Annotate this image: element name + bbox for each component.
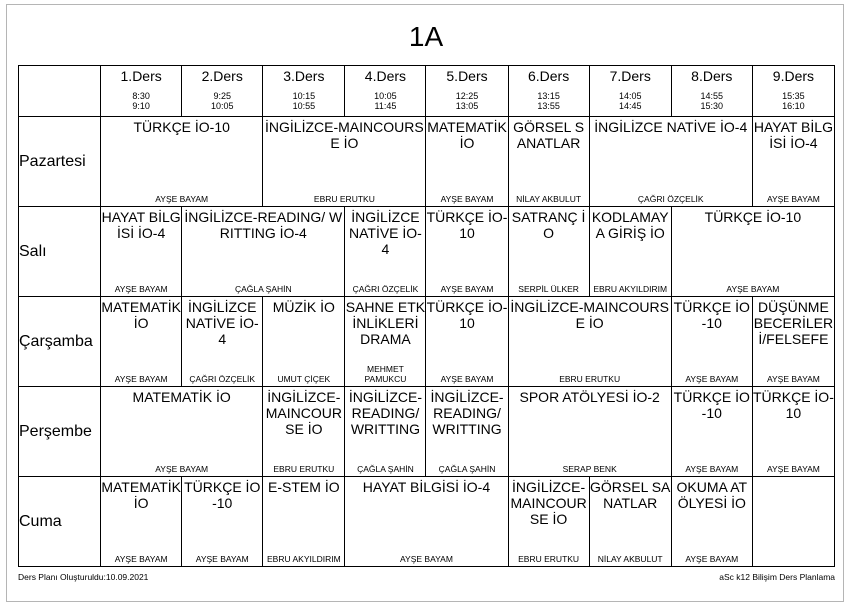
lesson-cell[interactable] (671, 387, 752, 477)
lesson-teacher: AYŞE BAYAM (766, 464, 820, 474)
lesson-cell[interactable] (752, 477, 834, 567)
lesson-subject: GÖRSEL SANATLAR (513, 119, 585, 151)
lesson-subject: İNGİLİZCE-READING/ WRITTING (430, 389, 504, 437)
lesson-subject: OKUMA ATÖLYESİ İO (676, 479, 748, 511)
lesson-subject: İNGİLİZCE NATİVE İO-4 (594, 119, 748, 135)
lesson-subject: DÜŞÜNME BECERİLERİ/FELSEFE (753, 299, 834, 347)
lesson-cell[interactable] (182, 207, 345, 297)
lesson-subject: İNGİLİZCE-MAINCOURSE İO (265, 119, 424, 151)
lesson-teacher: AYŞE BAYAM (685, 464, 739, 474)
lesson-teacher: ÇAĞRI ÖZÇELİK (189, 374, 256, 384)
lesson-subject: İNGİLİZCE-READING/ WRITTING (348, 389, 422, 437)
lesson-cell[interactable] (426, 207, 508, 297)
lesson-teacher: EBRU ERUTKU (273, 464, 335, 474)
period-label: 7.Ders (609, 68, 651, 84)
period-end-time: 13:55 (537, 101, 560, 111)
lesson-teacher: NİLAY AKBULUT (516, 194, 582, 204)
lesson-teacher: EBRU ERUTKU (313, 194, 375, 204)
lesson-cell[interactable] (101, 387, 263, 477)
lesson-cell[interactable] (345, 297, 426, 387)
period-header (752, 66, 834, 117)
lesson-subject: SPOR ATÖLYESİ İO-2 (519, 389, 660, 405)
lesson-teacher: UMUT ÇİÇEK (277, 374, 331, 384)
period-end-time: 9:10 (132, 101, 150, 111)
lesson-teacher: AYŞE BAYAM (195, 554, 249, 564)
lesson-subject: HAYAT BİLGİSİ İO-4 (753, 119, 833, 151)
lesson-cell[interactable] (182, 477, 263, 567)
lesson-subject: MATEMATİK İO (101, 299, 181, 331)
lesson-teacher: AYŞE BAYAM (766, 194, 820, 204)
day-name: Perşembe (19, 387, 101, 477)
period-start-time: 14:55 (700, 91, 724, 101)
period-header (589, 66, 671, 117)
lesson-subject: İNGİLİZCE-MAINCOURSE İO (510, 299, 669, 331)
class-title: 1A (408, 21, 444, 52)
lesson-teacher: AYŞE BAYAM (440, 284, 494, 294)
lesson-teacher: AYŞE BAYAM (400, 554, 453, 564)
lesson-subject: TÜRKÇE İO-10 (184, 479, 261, 511)
period-label: 3.Ders (283, 68, 325, 84)
lesson-subject: İNGİLİZCE-MAINCOURSE İO (510, 479, 587, 527)
lesson-cell[interactable] (345, 207, 426, 297)
lesson-teacher: AYŞE BAYAM (726, 284, 780, 294)
period-header (508, 66, 589, 117)
lesson-subject: TÜRKÇE İO-10 (752, 389, 834, 421)
lesson-cell[interactable] (752, 297, 834, 387)
lesson-cell[interactable] (752, 387, 834, 477)
lesson-subject: HAYAT BİLGİSİ İO-4 (362, 479, 491, 495)
lesson-subject: TÜRKÇE İO-10 (133, 119, 230, 135)
period-start-time: 10:05 (374, 91, 397, 101)
lesson-teacher: AYŞE BAYAM (440, 374, 494, 384)
lesson-cell[interactable] (345, 477, 508, 567)
lesson-cell[interactable] (263, 387, 345, 477)
lesson-cell[interactable] (589, 477, 671, 567)
lesson-cell[interactable] (589, 207, 671, 297)
lesson-subject: TÜRKÇE İO-10 (673, 299, 750, 331)
lesson-subject: TÜRKÇE İO-10 (426, 299, 508, 331)
lesson-cell[interactable] (589, 117, 752, 207)
lesson-teacher: SERPİL ÜLKER (518, 284, 579, 294)
period-header (101, 66, 182, 117)
timetable (18, 65, 835, 567)
lesson-subject: GÖRSEL SANATLAR (590, 479, 671, 511)
period-end-time: 11:45 (374, 101, 397, 111)
lesson-cell[interactable] (263, 297, 345, 387)
lesson-cell[interactable] (426, 297, 508, 387)
corner-cell (19, 66, 101, 117)
lesson-teacher: AYŞE BAYAM (114, 284, 168, 294)
software-credit: aSc k12 Bilişim Ders Planlama (719, 572, 835, 582)
lesson-cell[interactable] (263, 117, 426, 207)
lesson-teacher: AYŞE BAYAM (114, 554, 168, 564)
period-start-time: 10:15 (292, 91, 316, 101)
period-end-time: 16:10 (782, 101, 805, 111)
day-row (19, 207, 835, 297)
period-end-time: 13:05 (455, 101, 479, 111)
period-header (426, 66, 508, 117)
lesson-subject: SATRANÇ İO (511, 209, 586, 241)
lesson-cell[interactable] (101, 207, 182, 297)
period-label: 6.Ders (527, 68, 570, 84)
lesson-cell[interactable] (508, 297, 671, 387)
period-end-time: 10:55 (292, 101, 316, 111)
lesson-teacher: AYŞE BAYAM (155, 194, 209, 204)
lesson-subject: TÜRKÇE İO-10 (673, 389, 750, 421)
period-label: 2.Ders (201, 68, 243, 84)
lesson-cell[interactable] (671, 477, 752, 567)
lesson-cell[interactable] (101, 117, 263, 207)
day-name: Salı (19, 207, 101, 297)
lesson-teacher: EBRU ERUTKU (518, 554, 580, 564)
day-name: Çarşamba (19, 297, 101, 387)
lesson-subject: İNGİLİZCE NATİVE İO-4 (348, 209, 422, 257)
lesson-subject: İNGİLİZCE-MAINCOURSE İO (265, 389, 342, 437)
period-label: 1.Ders (120, 68, 162, 84)
period-label: 8.Ders (691, 68, 733, 84)
period-end-time: 14:45 (618, 101, 642, 111)
period-end-time: 10:05 (210, 101, 234, 111)
lesson-cell[interactable] (508, 387, 671, 477)
lesson-teacher: AYŞE BAYAM (766, 374, 820, 384)
period-start-time: 13:15 (537, 91, 560, 101)
period-start-time: 14:05 (618, 91, 642, 101)
lesson-teacher: ÇAĞLA ŞAHİN (234, 284, 292, 294)
period-start-time: 9:25 (213, 91, 231, 101)
period-header (263, 66, 345, 117)
period-start-time: 12:25 (455, 91, 479, 101)
lesson-cell[interactable] (345, 387, 426, 477)
period-end-time: 15:30 (700, 101, 724, 111)
lesson-subject: MATEMATİK İO (101, 479, 181, 511)
lesson-subject: SAHNE ETKİNLİKLERİ DRAMA (345, 299, 426, 347)
lesson-subject: E-STEM İO (268, 479, 340, 495)
period-start-time: 8:30 (132, 91, 150, 101)
day-row (19, 117, 835, 207)
lesson-subject: MATEMATİK İO (427, 119, 507, 151)
lesson-subject (753, 477, 834, 479)
lesson-teacher: MEHMET PAMUKCU (364, 364, 407, 384)
lesson-cell[interactable] (671, 297, 752, 387)
lesson-teacher: AYŞE BAYAM (114, 374, 168, 384)
period-header (671, 66, 752, 117)
lesson-teacher: NİLAY AKBULUT (597, 554, 663, 564)
lesson-teacher: ÇAĞLA ŞAHİN (357, 464, 414, 474)
lesson-cell[interactable] (101, 477, 182, 567)
period-header (182, 66, 263, 117)
lesson-subject: KODLAMAYA GİRİŞ İO (591, 209, 669, 241)
lesson-cell[interactable] (508, 117, 589, 207)
lesson-teacher: AYŞE BAYAM (685, 554, 739, 564)
lesson-subject: İNGİLİZCE NATİVE İO-4 (185, 299, 259, 347)
lesson-teacher: EBRU AKYILDIRIM (593, 284, 668, 294)
lesson-cell[interactable] (426, 387, 508, 477)
lesson-teacher: EBRU ERUTKU (559, 374, 621, 384)
day-row (19, 477, 835, 567)
period-header (345, 66, 426, 117)
lesson-cell[interactable] (101, 297, 182, 387)
lesson-teacher: SERAP BENK (562, 464, 617, 474)
period-start-time: 15:35 (782, 91, 805, 101)
period-label: 4.Ders (364, 68, 407, 84)
lesson-cell[interactable] (752, 117, 834, 207)
lesson-teacher: ÇAĞLA ŞAHİN (438, 464, 496, 474)
period-label: 5.Ders (446, 68, 488, 84)
lesson-subject: İNGİLİZCE-READING/ WRITTING İO-4 (184, 209, 343, 241)
lesson-teacher: AYŞE BAYAM (685, 374, 739, 384)
lesson-subject: HAYAT BİLGİSİ İO-4 (101, 209, 181, 241)
lesson-teacher: AYŞE BAYAM (440, 194, 494, 204)
day-row (19, 387, 835, 477)
lesson-subject: TÜRKÇE İO-10 (426, 209, 508, 241)
lesson-teacher: AYŞE BAYAM (155, 464, 209, 474)
period-label: 9.Ders (772, 68, 815, 84)
lesson-cell[interactable] (426, 117, 508, 207)
lesson-cell[interactable] (508, 207, 589, 297)
lesson-subject: MÜZİK İO (272, 299, 335, 315)
lesson-teacher: ÇAĞRI ÖZÇELİK (637, 194, 704, 204)
day-name: Cuma (19, 477, 101, 567)
lesson-teacher: ÇAĞRI ÖZÇELİK (352, 284, 419, 294)
lesson-subject: TÜRKÇE İO-10 (704, 209, 802, 225)
lesson-cell[interactable] (263, 477, 345, 567)
lesson-teacher: EBRU AKYILDIRIM (266, 554, 341, 564)
lesson-subject: MATEMATİK İO (132, 389, 231, 405)
created-date: Ders Planı Oluşturuldu:10.09.2021 (18, 572, 149, 582)
lesson-cell[interactable] (671, 207, 834, 297)
lesson-cell[interactable] (182, 297, 263, 387)
day-name: Pazartesi (19, 117, 101, 207)
lesson-cell[interactable] (508, 477, 589, 567)
day-row (19, 297, 835, 387)
